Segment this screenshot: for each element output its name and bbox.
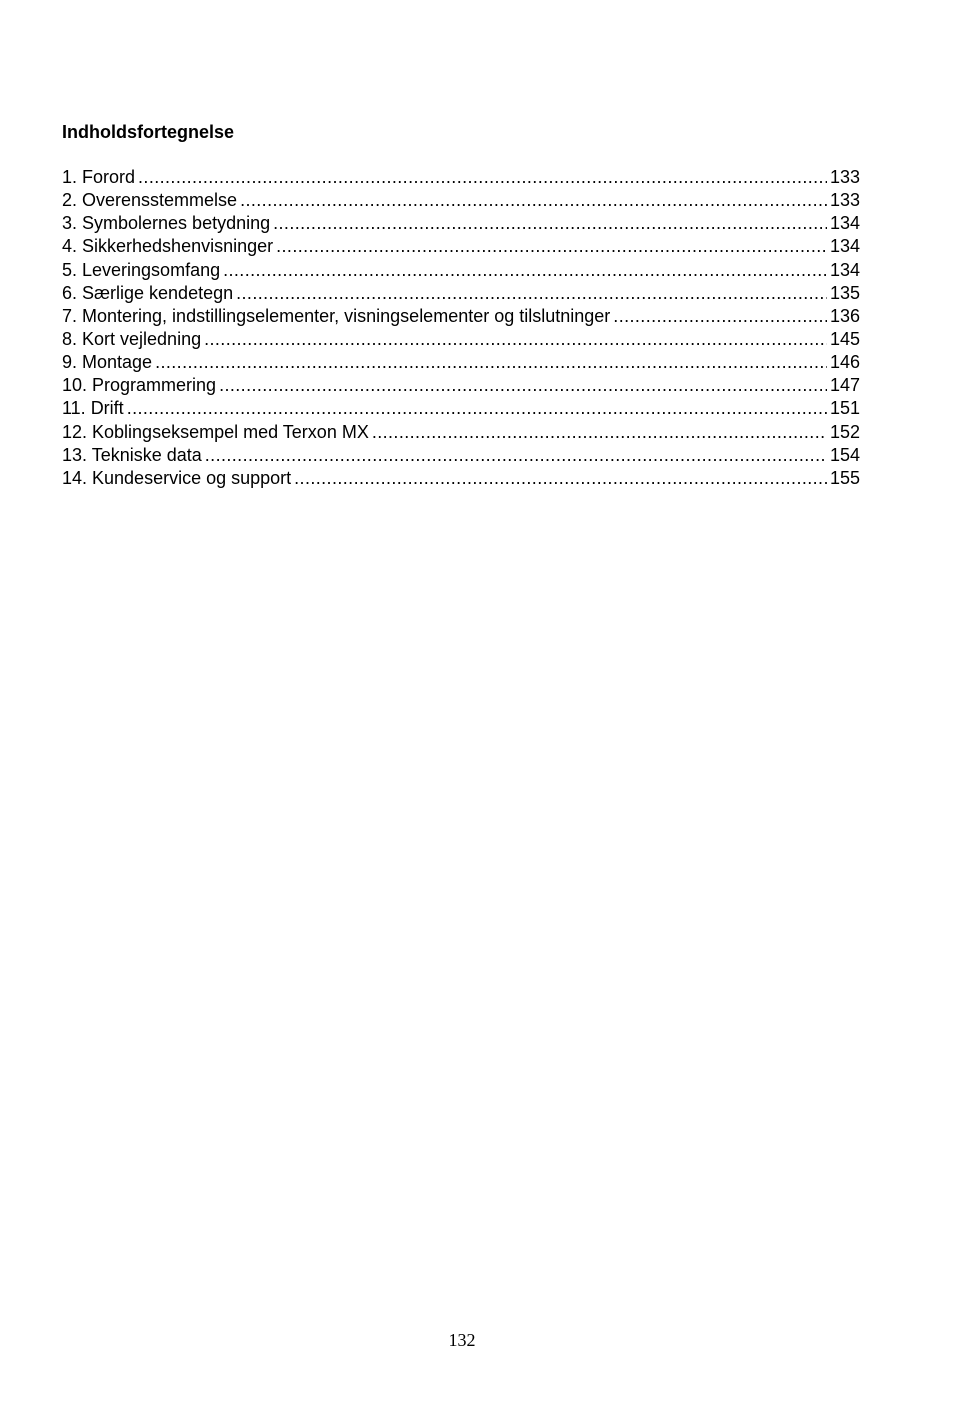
toc-entry-page: 133 [829, 167, 860, 187]
toc-dot-leader [236, 282, 827, 305]
toc-entry-page: 134 [829, 236, 860, 257]
toc-entry[interactable] [62, 444, 860, 467]
toc-entry-page: 134 [829, 259, 860, 280]
toc-entry-page: 135 [829, 282, 860, 303]
toc-dot-leader [138, 166, 827, 189]
toc-dot-leader [273, 212, 827, 235]
toc-entry[interactable] [62, 189, 860, 212]
toc-entry-page: 134 [829, 213, 860, 234]
toc-dot-leader [127, 397, 827, 420]
toc-entry[interactable] [62, 351, 860, 374]
toc-entry[interactable] [62, 421, 860, 444]
toc-entry-label: 8. Kort vejledning [62, 328, 202, 349]
toc-entry-label: 14. Kundeservice og support [62, 467, 292, 488]
toc-entry[interactable] [62, 282, 860, 305]
toc-entry[interactable] [62, 467, 860, 490]
toc-entry-label: 3. Symbolernes betydning [62, 213, 271, 234]
toc-dot-leader [276, 235, 827, 258]
toc-entry-page: 133 [829, 190, 860, 211]
toc-entry-label: 10. Programmering [62, 375, 217, 396]
toc-entry-page: 147 [829, 375, 860, 396]
toc-entry-label: 2. Overensstemmelse [62, 190, 238, 211]
toc-dot-leader [205, 444, 827, 467]
toc-dot-leader [219, 374, 827, 397]
toc-dot-leader [155, 351, 827, 374]
toc-entry-page: 152 [829, 421, 860, 442]
toc-entry-label: 7. Montering, indstillingselementer, visningselementer og tilslutninger [62, 305, 611, 326]
toc-entry[interactable] [62, 305, 860, 328]
toc-entry-label: 1. Forord [62, 167, 136, 187]
toc-title: Indholdsfortegnelse [62, 122, 235, 142]
toc-entry-page: 136 [829, 305, 860, 326]
toc-entry-page: 146 [829, 352, 860, 373]
toc-entry-page: 151 [829, 398, 860, 419]
toc-entry-label: 11. Drift [62, 398, 124, 419]
toc-entry[interactable] [62, 397, 860, 420]
toc-list [62, 166, 860, 490]
toc-entry-label: 5. Leveringsomfang [62, 259, 221, 280]
toc-entry[interactable] [62, 212, 860, 235]
toc-dot-leader [613, 305, 827, 328]
toc-entry-page: 155 [829, 467, 860, 488]
toc-entry[interactable] [62, 235, 860, 258]
toc-entry-page: 145 [829, 328, 860, 349]
toc-dot-leader [223, 259, 827, 282]
toc-entry-label: 6. Særlige kendetegn [62, 282, 234, 303]
toc-entry-page: 154 [829, 444, 860, 465]
toc-entry-label: 9. Montage [62, 352, 153, 373]
toc-dot-leader [372, 421, 827, 444]
toc-entry-label: 4. Sikkerhedshenvisninger [62, 236, 274, 257]
toc-dot-leader [294, 467, 827, 490]
page-number: 132 [448, 1330, 476, 1350]
toc-entry[interactable] [62, 374, 860, 397]
toc-entry-label: 13. Tekniske data [62, 444, 202, 465]
toc-entry-label: 12. Koblingseksempel med Terxon MX [62, 421, 369, 442]
toc-entry[interactable] [62, 328, 860, 351]
toc-entry[interactable] [62, 259, 860, 282]
toc-dot-leader [240, 189, 827, 212]
toc-entry[interactable] [62, 166, 860, 189]
toc-dot-leader [204, 328, 827, 351]
